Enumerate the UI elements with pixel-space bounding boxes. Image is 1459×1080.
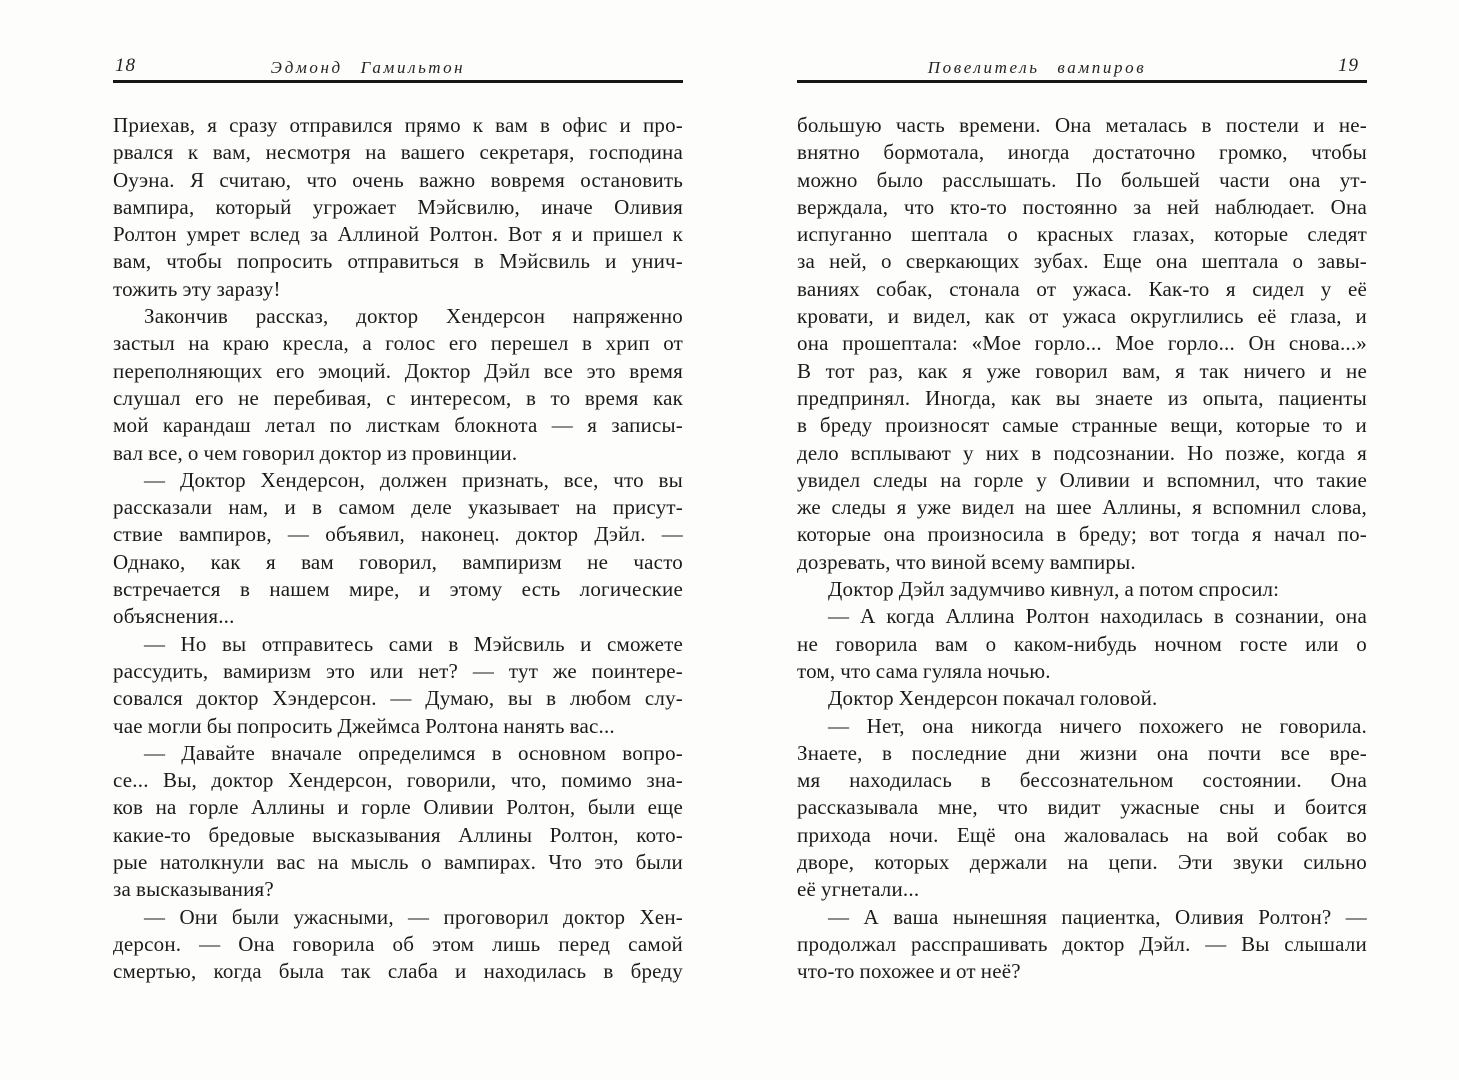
text-line: В тот раз, как я уже говорил вам, я так ничего и не [797, 358, 1367, 383]
page-number-right: 19 [1338, 55, 1359, 76]
text-line: что-то похожее и от неё? [797, 959, 1021, 984]
text-line: — А когда Аллина Ролтон находилась в сознании, она [828, 604, 1367, 629]
text-line: предпринял. Иногда, как вы знаете из опыта, пациенты [797, 385, 1367, 410]
text-line: Ролтон умрет вслед за Аллиной Ролтон. Вот я и пришел к [113, 222, 683, 247]
text-line: рассказывала мне, что видит ужасные сны и боится [797, 795, 1367, 820]
page-header-left [113, 54, 683, 83]
text-line: переполняющих его эмоций. Доктор Дэйл все это время [113, 358, 683, 383]
text-line: которые она произносила в бреду; вот тогда я начал по- [797, 522, 1367, 547]
text-line: она прошептала: «Мое горло... Мое горло... Он снова...» [797, 331, 1367, 356]
text-line: в бреду произносят самые странные вещи, которые то и [797, 413, 1367, 438]
text-line: рассудить, вамиризм это или нет? — тут же поинтере- [113, 658, 683, 683]
text-line: рвался к вам, несмотря на вашего секретаря, господина [113, 140, 683, 165]
text-line: за высказывания? [113, 877, 274, 902]
text-line: се... Вы, доктор Хендерсон, говорили, что, помимо зна- [113, 768, 683, 793]
text-line: вампира, который угрожает Мэйсвилю, иначе Оливия [113, 194, 683, 219]
text-line: большую часть времени. Она металась в постели и не- [797, 113, 1367, 137]
text-line: встречается в нашем мире, и этому есть логические [113, 577, 683, 602]
text-line: застыл на краю кресла, а голос его перешел в хрип от [113, 331, 683, 356]
page-text-right [797, 112, 1367, 986]
text-line: Оуэна. Я считаю, что очень важно вовремя остановить [113, 167, 683, 192]
text-line: дело всплывают у них в подсознании. Но позже, когда я [797, 440, 1367, 465]
text-line: вал все, о чем говорил доктор из провинции. [113, 440, 518, 465]
text-line: чае могли бы попросить Джеймса Ролтона нанять вас... [113, 713, 615, 738]
text-line: рассказали нам, и в самом деле указывает на присут- [113, 495, 683, 520]
text-line: её угнетали... [797, 877, 920, 902]
text-line: верждала, что кто-то постоянно за ней наблюдает. Она [797, 194, 1367, 219]
text-line: вам, чтобы попросить отправиться в Мэйсвиль и унич- [113, 249, 683, 274]
text-line: — Они были ужасными, — проговорил доктор Хен- [144, 904, 683, 929]
text-line: прихода ночи. Ещё она жаловалась на вой собак во [797, 822, 1367, 847]
text-line: какие-то бредовые высказывания Аллины Ролтон, кото- [113, 822, 683, 847]
paragraph [113, 112, 683, 303]
paragraph [113, 740, 683, 904]
text-line: Приехав, я сразу отправился прямо к вам в офис и про- [113, 113, 683, 137]
text-line: — Но вы отправитесь сами в Мэйсвиль и сможете [144, 631, 683, 656]
book-page-left [113, 54, 683, 986]
paragraph [113, 904, 683, 986]
text-line: кровати, и видел, как от ужаса округлились её глаза, и [797, 304, 1367, 329]
text-line: — Доктор Хендерсон, должен признать, все, что вы [144, 467, 683, 492]
page-number-left: 18 [115, 55, 136, 76]
paragraph [113, 467, 683, 631]
text-line: Доктор Хендерсон покачал головой. [828, 686, 1158, 711]
text-line: ствие вампиров, — объявил, наконец. доктор Дэйл. — [113, 522, 683, 547]
text-line: ков на горле Аллины и горле Оливии Ролтон, были еще [113, 795, 683, 820]
page-header-right [797, 54, 1367, 83]
text-line: увидел следы на горле у Оливии и вспомнил, что такие [797, 467, 1367, 492]
text-line: — Нет, она никогда ничего похожего не говорила. [828, 713, 1367, 738]
text-line: мя находилась в бессознательном состоянии. Она [797, 768, 1367, 793]
text-line: дворе, которых держали на цепи. Эти звуки сильно [797, 850, 1367, 875]
running-title-author: Эдмонд Гамильтон [270, 58, 466, 77]
text-line: тожить эту заразу! [113, 276, 281, 301]
text-line: — Давайте вначале определимся в основном вопро- [144, 740, 683, 765]
text-line: совался доктор Хэндерсон. — Думаю, вы в любом слу- [113, 686, 683, 711]
text-line: можно было расслышать. По большей части она ут- [797, 167, 1367, 192]
paragraph [113, 631, 683, 740]
text-line: том, что сама гуляла ночью. [797, 658, 1051, 683]
text-line: дерсон. — Она говорила об этом лишь перед самой [113, 931, 683, 956]
paragraph [797, 576, 1367, 603]
text-line: не говорила вам о каком-нибудь ночном госте или о [797, 631, 1367, 656]
text-line: за ней, о сверкающих зубах. Еще она шептала о завы- [797, 249, 1367, 274]
book-page-right [797, 54, 1367, 986]
paragraph [113, 303, 683, 467]
text-line: объяснения... [113, 604, 235, 629]
text-line: ваниях собак, стонала от ужаса. Как-то я сидел у её [797, 276, 1367, 301]
text-line: продолжал расспрашивать доктор Дэйл. — Вы слышали [797, 931, 1367, 956]
page-text-left [113, 112, 683, 986]
text-line: смертью, когда была так слаба и находилась в бреду [113, 959, 683, 984]
text-line: Закончив рассказ, доктор Хендерсон напряженно [144, 304, 683, 329]
text-line: Однако, как я вам говорил, вампиризм не часто [113, 549, 683, 574]
text-line: дозревать, что виной всему вампиры. [797, 549, 1136, 574]
text-line: Знаете, в последние дни жизни она почти все вре- [797, 740, 1367, 765]
paragraph [797, 685, 1367, 712]
text-line: слушал его не перебивая, с интересом, в то время как [113, 385, 683, 410]
paragraph [797, 112, 1367, 576]
text-line: же следы я уже видел на шее Аллины, я вспомнил слова, [797, 495, 1367, 520]
text-line: внятно бормотала, иногда достаточно громко, чтобы [797, 140, 1367, 165]
text-line: — А ваша нынешняя пациентка, Оливия Ролтон? — [828, 904, 1367, 929]
text-line: рые натолкнули вас на мысль о вампирах. Что это были [113, 850, 683, 875]
text-line: мой карандаш летал по листкам блокнота — я записы- [113, 413, 683, 438]
paragraph [797, 904, 1367, 986]
header-rule-right [797, 80, 1367, 83]
text-line: Доктор Дэйл задумчиво кивнул, а потом спросил: [828, 577, 1280, 602]
header-rule-left [113, 80, 683, 83]
running-title-book: Повелитель вампиров [927, 58, 1147, 77]
paragraph [797, 713, 1367, 904]
paragraph [797, 603, 1367, 685]
text-line: испуганно шептала о красных глазах, которые следят [797, 222, 1367, 247]
